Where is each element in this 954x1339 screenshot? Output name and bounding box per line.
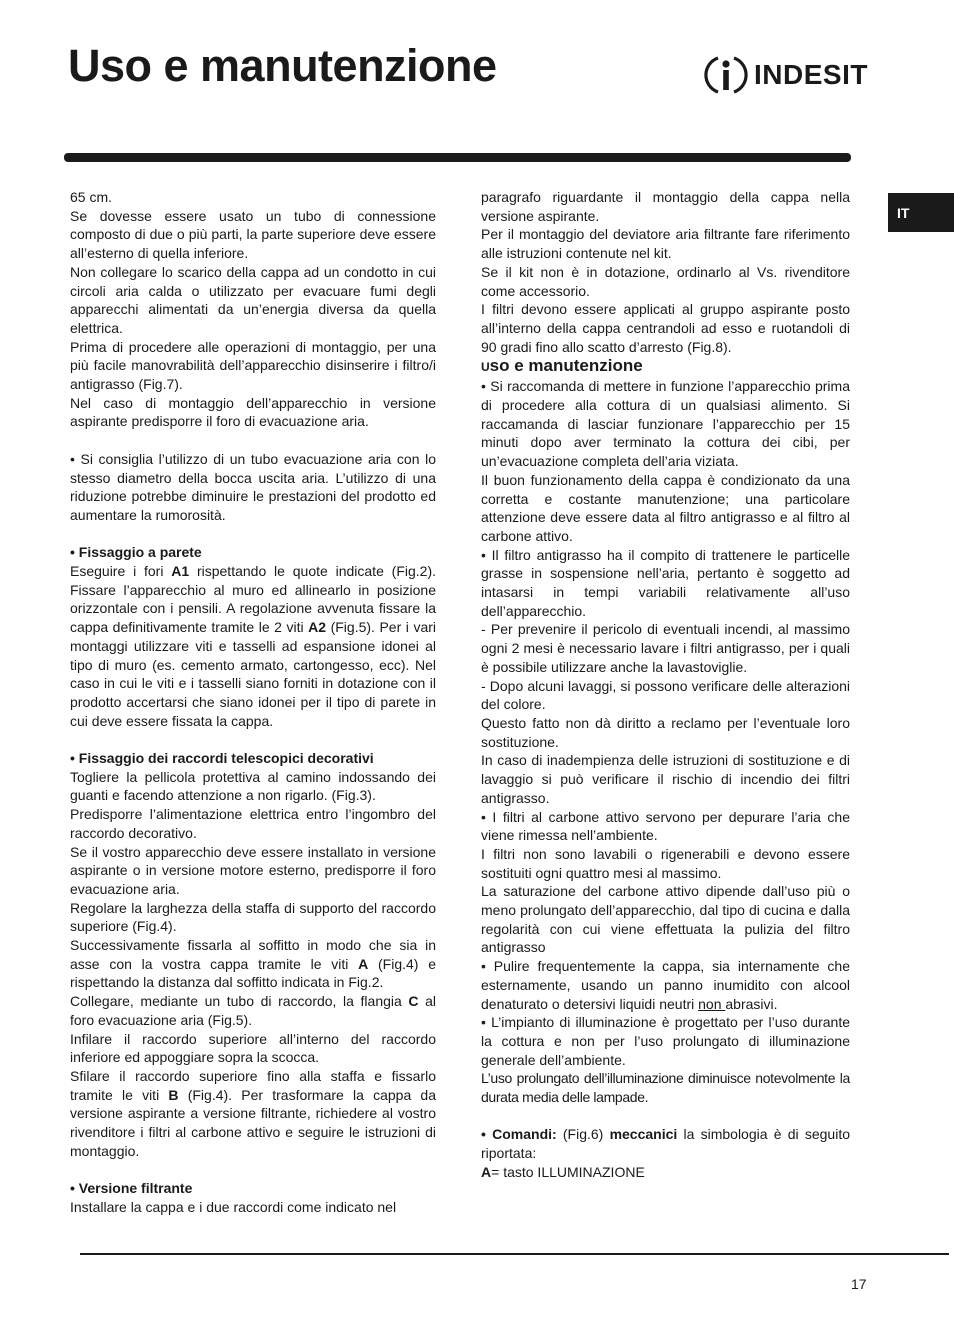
page-number: 17 <box>851 1276 867 1292</box>
paragraph: Eseguire i fori A1 rispettando le quote indicate (Fig.2). Fissare l’apparecchio al muro ed allinearlo in posizione orizzontale con i pensili. A regolazione avvenuta fissare la cappa definitivamente tramite le 2 viti A2 (Fig.5). Per i vari montaggi utilizzare viti e tasselli ad espansione idonei al tipo di muro (es. cemento armato, cartongesso, ecc). Nel caso in cui le viti e i tasselli siano forniti in dotazione con il prodotto accertarsi che siano idonei per il tipo di parete in cui deve essere fissata la cappa. <box>70 563 436 729</box>
paragraph: • Comandi: (Fig.6) meccanici la simbologia è di seguito riportata: <box>481 1126 850 1162</box>
paragraph: Nel caso di montaggio dell’apparecchio in versione aspirante predisporre il foro di evacuazione aria. <box>70 394 436 430</box>
language-tab: IT <box>888 193 954 232</box>
paragraph: Successivamente fissarla al soffitto in modo che sia in asse con la vostra cappa tramite le viti A (Fig.4) e rispettando la distanza dal soffitto indicata in Fig.2. <box>70 937 436 991</box>
paragraph: Questo fatto non dà diritto a reclamo per l’eventuale loro sostituzione. <box>481 714 850 750</box>
subheading-fissaggio-raccordi: • Fissaggio dei raccordi telescopici decorativi <box>70 750 374 767</box>
paragraph: Collegare, mediante un tubo di raccordo, la flangia C al foro evacuazione aria (Fig.5). <box>70 993 436 1028</box>
indesit-logo-icon <box>704 53 748 97</box>
subheading-fissaggio-parete: • Fissaggio a parete <box>70 544 202 561</box>
page-title: Uso e manutenzione <box>68 40 497 91</box>
paragraph: • I filtri al carbone attivo servono per depurare l’aria che viene rimessa nell’ambiente. <box>481 808 850 844</box>
brand-name: INDESIT <box>754 59 868 90</box>
paragraph: In caso di inadempienza delle istruzioni di sostituzione e di lavaggio si può verificare il rischio di incendio dei filtri antigrasso. <box>481 752 850 806</box>
paragraph: - Per prevenire il pericolo di eventuali incendi, al massimo ogni 2 mesi è necessario lavare i filtri antigrasso, per i quali è possibile utilizzare anche la lavastoviglie. <box>481 621 850 675</box>
paragraph: Se il vostro apparecchio deve essere installato in versione aspirante o in versione motore esterno, predisporre il foro evacuazione aria. <box>70 843 436 897</box>
right-column <box>481 188 850 1182</box>
paragraph: Installare la cappa e i due raccordi come indicato nel <box>70 1198 397 1215</box>
section-heading: Uso e manutenzione <box>481 356 643 376</box>
brand-logo <box>704 52 868 98</box>
paragraph: • Il filtro antigrasso ha il compito di trattenere le particelle grasse in sospensione nell’aria, pertanto è soggetto ad intasarsi in tempi variabili relativamente all’uso dell’apparecchio. <box>481 546 850 619</box>
footer-rule <box>80 1253 949 1255</box>
paragraph: La saturazione del carbone attivo dipende dall’uso più o meno prolungato dell’apparecchio, dal tipo di cucina e dalla regolarità con cui viene effettuata la pulizia del filtro antigrasso <box>481 883 850 956</box>
paragraph: Prima di procedere alle operazioni di montaggio, per una più facile manovrabilità dell’apparecchio disinserire i filtro/i antigrasso (Fig.7). <box>70 338 436 393</box>
paragraph: Predisporre l’alimentazione elettrica entro l’ingombro del raccordo decorativo. <box>70 806 436 841</box>
paragraph: Infilare il raccordo superiore all’interno del raccordo inferiore ed appoggiare sopra la scocca. <box>70 1030 436 1066</box>
paragraph: - Dopo alcuni lavaggi, si possono verificare delle alterazioni del colore. <box>481 677 850 713</box>
header-rule <box>64 153 851 162</box>
paragraph: Sfilare il raccordo superiore fino alla staffa e fissarlo tramite le viti B (Fig.4). Per trasformare la cappa da versione aspirante a versione filtrante, richiedere al vostro rivenditore i filtri al carbone attivo e seguire le istruzioni di montaggio. <box>70 1068 436 1159</box>
paragraph: • Si raccomanda di mettere in funzione l’apparecchio prima di procedere alla cottura di un qualsiasi alimento. Si raccamanda di lasciar funzionare l’apparecchio per 15 minuti dopo aver terminato la cottura dei cibi, per un’evacuazione completa dell’aria viziata. <box>481 378 850 470</box>
paragraph: Se dovesse essere usato un tubo di connessione composto di due o più parti, la parte superiore deve essere all’esterno di quella inferiore. <box>70 207 436 262</box>
paragraph: • Si consiglia l’utilizzo di un tubo evacuazione aria con lo stesso diametro della bocca uscita aria. L’utilizzo di una riduzione potrebbe diminuire le prestazioni del prodotto ed aumentare la rumorosità. <box>70 450 436 523</box>
paragraph: I filtri devono essere applicati al gruppo aspirante posto all’interno della cappa centrandoli ad esso e ruotandoli di 90 gradi fino allo scatto d’arresto (Fig.8). <box>481 301 850 355</box>
paragraph: A= tasto ILLUMINAZIONE <box>481 1163 645 1180</box>
paragraph: • Pulire frequentemente la cappa, sia internamente che esternamente, usando un panno inumidito con alcool denaturato o detersivi liquidi neutri non abrasivi. <box>481 958 850 1012</box>
paragraph: • L’impianto di illuminazione è progettato per l’uso durante la cottura e non per l’uso prolungato di illuminazione generale dell’ambiente. <box>481 1014 850 1068</box>
paragraph: Se il kit non è in dotazione, ordinarlo al Vs. rivenditore come accessorio. <box>481 263 850 299</box>
paragraph: Il buon funzionamento della cappa è condizionato da una corretta e costante manutenzione; una particolare attenzione deve essere data al filtro antigrasso e al filtro al carbone attivo. <box>481 471 850 544</box>
paragraph: Per il montaggio del deviatore aria filtrante fare riferimento alle istruzioni contenute nel kit. <box>481 226 850 262</box>
paragraph: Togliere la pellicola protettiva al camino indossando dei guanti e facendo attenzione a non rigarlo. (Fig.3). <box>70 768 436 804</box>
paragraph: Non collegare lo scarico della cappa ad un condotto in cui circoli aria calda o utilizzato per evacuare fumi degli apparecchi alimentati da un’energia diversa da quella elettrica. <box>70 263 436 336</box>
subheading-versione-filtrante: • Versione filtrante <box>70 1180 193 1197</box>
left-column <box>70 188 436 1217</box>
paragraph: 65 cm. <box>70 189 113 205</box>
paragraph: L’uso prolungato dell’illuminazione diminuisce notevolmente la durata media delle lampade. <box>481 1070 850 1106</box>
paragraph: I filtri non sono lavabili o rigenerabili e devono essere sostituiti ogni quattro mesi al massimo. <box>481 845 850 881</box>
paragraph: Regolare la larghezza della staffa di supporto del raccordo superiore (Fig.4). <box>70 899 436 935</box>
paragraph: paragrafo riguardante il montaggio della cappa nella versione aspirante. <box>481 189 850 224</box>
